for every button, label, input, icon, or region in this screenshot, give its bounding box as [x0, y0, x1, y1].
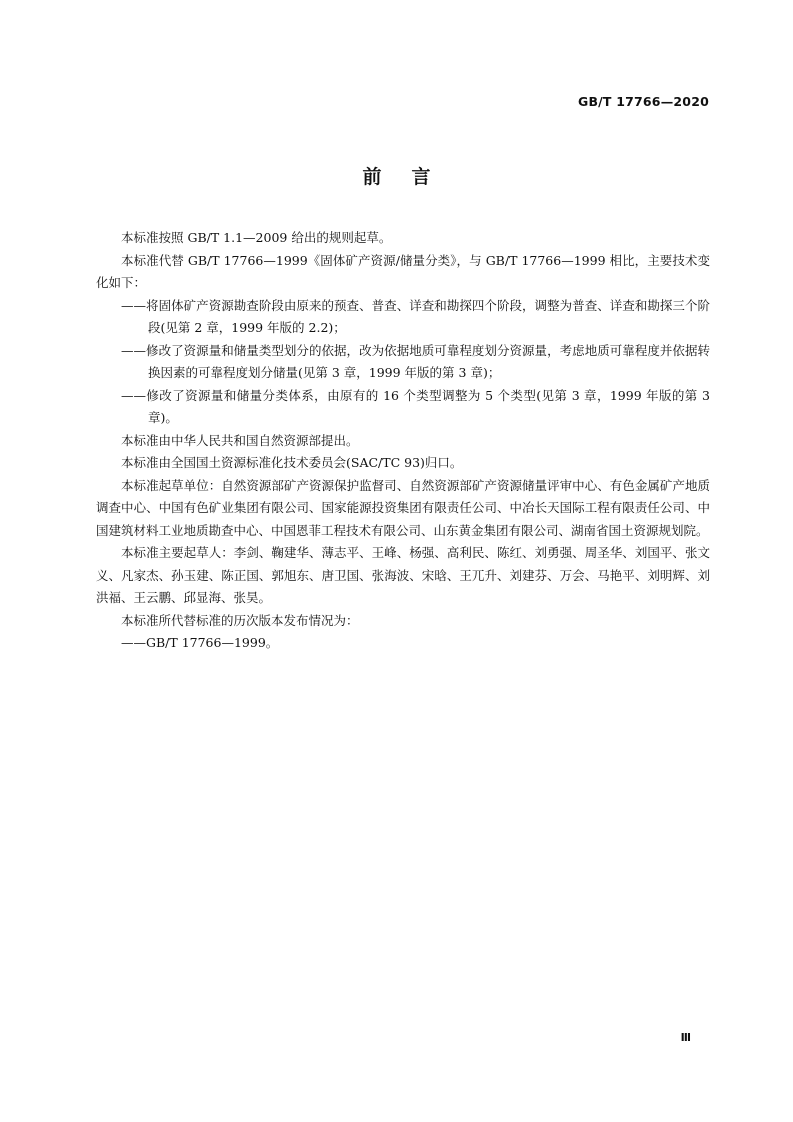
paragraph-committee: 本标准由全国国土资源标准化技术委员会(SAC/TC 93)归口。	[121, 455, 463, 470]
paragraph-proposer: 本标准由中华人民共和国自然资源部提出。	[121, 432, 359, 448]
paragraph-replacement: 本标准代替 GB/T 17766—1999《固体矿产资源/储量分类》，与 GB/T 17766—1999 相比，主要技术变化如下：	[96, 252, 710, 290]
page-title: 前言	[362, 166, 461, 188]
change-item-stages: ——将固体矿产资源勘查阶段由原来的预查、普查、详查和勘探四个阶段，调整为普查、详查和勘探三个阶段(见第 2 章，1999 年版的 2.2)；	[121, 297, 710, 335]
paragraph-drafting-units: 本标准起草单位：自然资源部矿产资源保护监督司、自然资源部矿产资源储量评审中心、有色金属矿产地质调查中心、中国有色矿业集团有限公司、国家能源投资集团有限责任公司、中冶长天国际工程有限责任公司、中国建筑材料工业地质勘查中心、中国恩菲工程技术有限公司、山东黄金集团有限公司、湖南省国土资源规划院。	[96, 477, 710, 538]
history-item: ——GB/T 17766—1999。	[121, 635, 279, 650]
foreword-body	[96, 227, 710, 655]
paragraph-version-history: 本标准所代替标准的历次版本发布情况为：	[121, 612, 359, 628]
change-item-classification-system: ——修改了资源量和储量分类体系，由原有的 16 个类型调整为 5 个类型(见第 3 章，1999 年版的第 3 章)。	[121, 387, 710, 425]
page-number: Ⅲ	[680, 1031, 691, 1044]
paragraph-drafters: 本标准主要起草人：李剑、鞠建华、薄志平、王峰、杨强、高利民、陈红、刘勇强、周圣华、刘国平、张文义、凡家杰、孙玉建、陈正国、郭旭东、唐卫国、张海波、宋晗、王兀升、刘建芬、万会、马艳平、刘明辉、刘洪福、王云鹏、邱显海、张昊。	[96, 545, 710, 605]
change-item-classification-basis: ——修改了资源量和储量类型划分的依据，改为依据地质可靠程度划分资源量，考虑地质可靠程度并依据转换因素的可靠程度划分储量(见第 3 章，1999 年版的第 3 章)；	[121, 342, 710, 380]
paragraph-drafting-rules: 本标准按照 GB/T 1.1—2009 给出的规则起草。	[121, 230, 392, 245]
standard-code: GB/T 17766—2020	[577, 94, 709, 109]
